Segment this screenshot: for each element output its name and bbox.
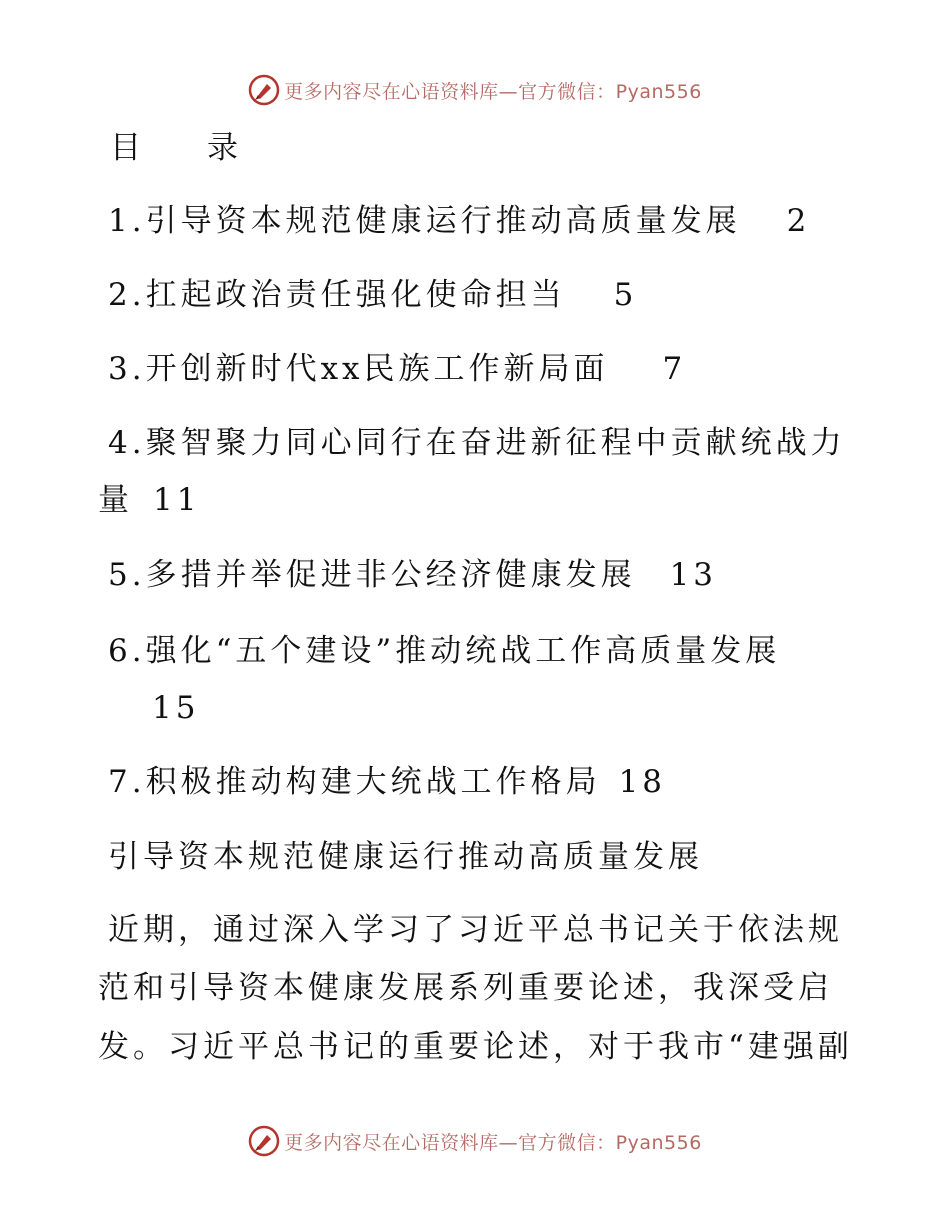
article-line-2: 范和引导资本健康发展系列重要论述，我深受启 xyxy=(98,970,833,1006)
watermark-banner-bottom xyxy=(0,1121,950,1161)
toc-item-5[interactable]: 5.多措并举促进非公经济健康发展 13 xyxy=(108,557,718,593)
article-line-3: 发。习近平总书记的重要论述，对于我市“建强副 xyxy=(98,1029,853,1065)
toc-item-7[interactable]: 7.积极推动构建大统战工作格局 18 xyxy=(108,764,667,800)
toc-item-4[interactable]: 4.聚智聚力同心同行在奋进新征程中贡献统战力 xyxy=(108,425,846,461)
watermark-text: 更多内容尽在心语资料库—官方微信：Pyan556 xyxy=(284,1131,702,1154)
watermark-text: 更多内容尽在心语资料库—官方微信：Pyan556 xyxy=(284,80,702,103)
toc-item-6[interactable]: 6.强化“五个建设”推动统战工作高质量发展 xyxy=(108,633,781,669)
toc-item-6-page[interactable]: 15 xyxy=(152,690,200,726)
watermark-banner-top xyxy=(0,70,950,110)
article-line-1: 近期，通过深入学习了习近平总书记关于依法规 xyxy=(108,912,843,948)
toc-item-3[interactable]: 3.开创新时代xx民族工作新局面 7 xyxy=(108,351,687,387)
pen-nib-logo-icon xyxy=(248,1125,280,1157)
toc-item-1[interactable]: 1.引导资本规范健康运行推动高质量发展 2 xyxy=(108,203,811,239)
article-heading: 引导资本规范健康运行推动高质量发展 xyxy=(108,839,703,875)
toc-title: 目 录 xyxy=(110,130,238,166)
pen-nib-logo-icon xyxy=(248,74,280,106)
toc-item-4-continued[interactable]: 量 11 xyxy=(98,482,201,518)
toc-item-2[interactable]: 2.扛起政治责任强化使命担当 5 xyxy=(108,277,638,313)
